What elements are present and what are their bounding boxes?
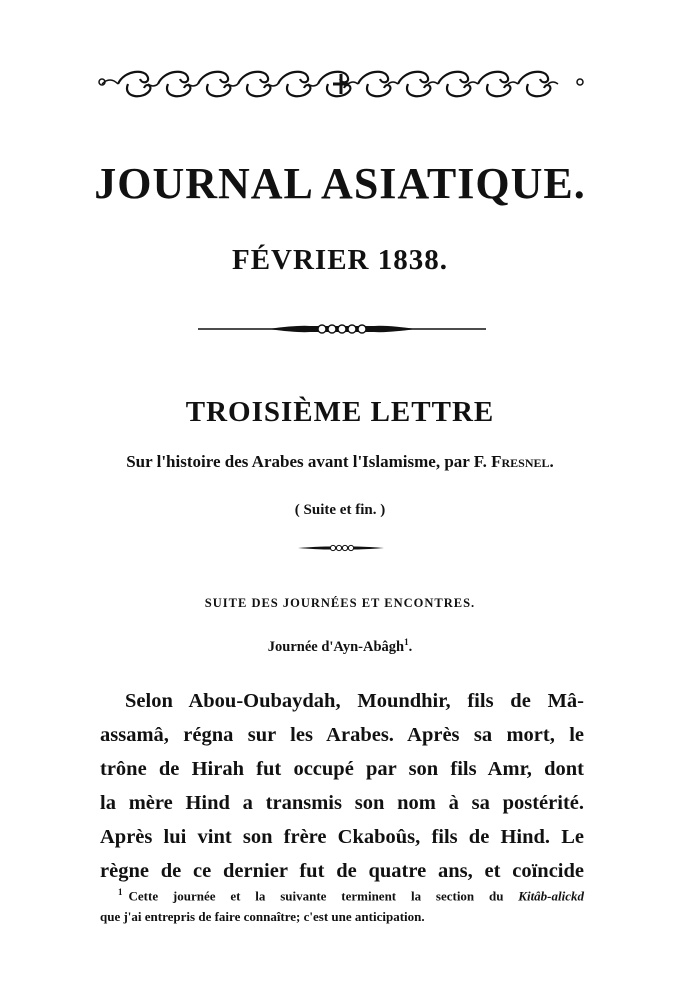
- article-subtitle: [0, 452, 680, 472]
- continuation-note: ( Suite et fin. ): [294, 502, 386, 518]
- body-line: Après lui vint son frère Ckaboûs, fils de Hind. Le: [100, 826, 584, 848]
- small-beaded-rule-icon: [298, 542, 384, 554]
- footnote-number: 1: [118, 887, 123, 897]
- footnote-text: Cette journée et la suivante terminent la section du: [128, 888, 504, 904]
- footnote-line: que j'ai entrepris de faire connaître; c'est une anticipation.: [100, 909, 425, 925]
- subtitle-text: Sur l'histoire des Arabes avant l'Islamisme, par F.: [126, 452, 487, 471]
- body-line: trône de Hirah fut occupé par son fils Amr, dont: [100, 758, 584, 780]
- body-line: Selon Abou-Oubaydah, Moundhir, fils de Mâ-: [125, 690, 584, 712]
- rule-with-beads-icon: [198, 320, 486, 338]
- body-line: la mère Hind a transmis son nom à sa postérité.: [100, 792, 584, 814]
- author-name: Fresnel.: [491, 452, 554, 471]
- footnote: [100, 882, 584, 927]
- journee-title: Journée d'Ayn-Abâgh: [267, 638, 405, 655]
- footnote-reference: 1: [404, 637, 409, 647]
- article-heading: TROISIÈME LETTRE: [185, 396, 495, 428]
- issue-date: FÉVRIER 1838.: [231, 244, 448, 276]
- footnote-line: [100, 882, 584, 906]
- section-heading: SUITE DES JOURNÉES ET ENCONTRES.: [204, 596, 476, 610]
- journal-title: JOURNAL ASIATIQUE.: [94, 159, 586, 208]
- body-line: assamâ, régna sur les Arabes. Après sa mort, le: [100, 724, 584, 746]
- body-line: règne de ce dernier fut de quatre ans, et coïncide: [100, 860, 584, 882]
- body-paragraph: [100, 684, 584, 888]
- subsection-heading: Journée d'Ayn-Abâgh$^1$.: [267, 637, 413, 655]
- footnote-italic-title: Kitâb-alickd: [518, 888, 584, 904]
- scroll-ornament-icon: [96, 64, 586, 104]
